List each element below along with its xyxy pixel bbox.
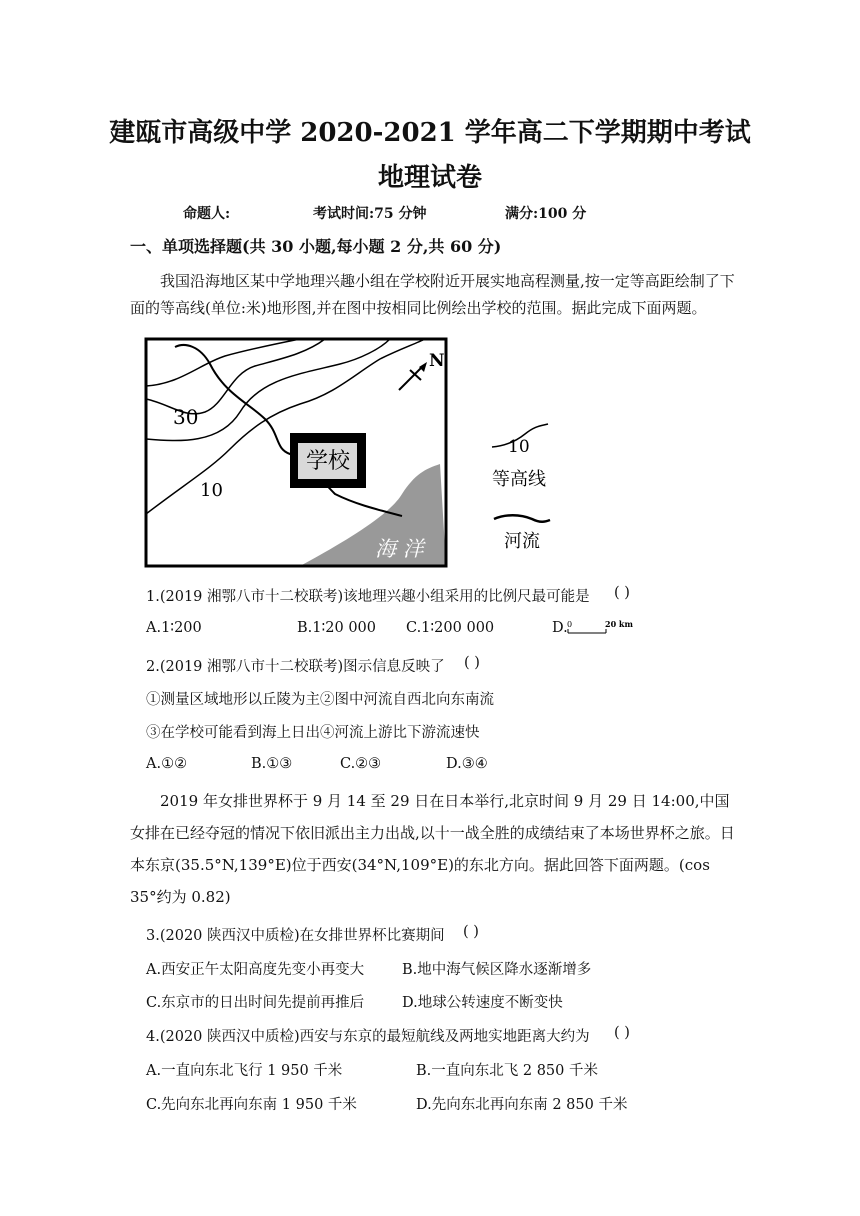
- q1-option-a: A.1∶200: [146, 620, 202, 636]
- q3-option-a: A.西安正午太阳高度先变小再变大: [146, 962, 365, 978]
- north-label: N: [429, 351, 445, 371]
- q2-statements-2: ③在学校可能看到海上日出④河流上游比下游流速快: [146, 725, 480, 741]
- scale-zero: 0: [567, 620, 573, 629]
- ocean-label: 海 洋: [375, 537, 424, 561]
- q3-option-b: B.地中海气候区降水逐渐增多: [402, 962, 592, 978]
- q1-option-c: C.1∶200 000: [406, 620, 495, 636]
- school-label: 学校: [305, 449, 351, 474]
- q4-stem: 4.(2020 陕西汉中质检)西安与东京的最短航线及两地实地距离大约为: [146, 1029, 590, 1045]
- q4-option-c: C.先向东北再向东南 1 950 千米: [146, 1097, 357, 1113]
- q3-stem: 3.(2020 陕西汉中质检)在女排世界杯比赛期间: [146, 928, 445, 944]
- legend-river-sample: [494, 515, 550, 522]
- q2-bracket: ( ): [464, 655, 480, 671]
- q3-bracket: ( ): [463, 924, 479, 940]
- score-label: 满分:100 分: [505, 206, 587, 222]
- exam-subject: 地理试卷: [377, 163, 482, 193]
- q4-bracket: ( ): [614, 1025, 630, 1041]
- contour-line-1: [146, 339, 300, 386]
- q3-option-c: C.东京市的日出时间先提前再推后: [146, 995, 365, 1011]
- scale-end: 20 km: [605, 619, 633, 629]
- q2-option-b: B.①③: [251, 756, 293, 772]
- legend-contour-value: 10: [508, 437, 530, 457]
- q3-option-d: D.地球公转速度不断变快: [402, 995, 563, 1011]
- q2-option-a: A.①②: [146, 756, 188, 772]
- contour-10-label: 10: [200, 480, 223, 501]
- q2-option-c: C.②③: [340, 756, 382, 772]
- legend-contour-label: 等高线: [492, 469, 546, 490]
- q2-statements-1: ①测量区域地形以丘陵为主②图中河流自西北向东南流: [146, 692, 494, 708]
- q1-stem: 1.(2019 湘鄂八市十二校联考)该地理兴趣小组采用的比例尺最可能是: [146, 589, 590, 605]
- q1-option-b: B.1∶20 000: [297, 620, 376, 636]
- q4-option-a: A.一直向东北飞行 1 950 千米: [146, 1063, 343, 1079]
- contour-map: [140, 334, 560, 572]
- q4-option-d: D.先向东北再向东南 2 850 千米: [416, 1097, 628, 1113]
- setter-label: 命题人:: [183, 206, 231, 222]
- north-arrow-icon: [419, 362, 427, 372]
- passage-2: 2019 年女排世界杯于 9 月 14 至 29 日在日本举行,北京时间 9 月 29 日 14:00,中国女排在已经夺冠的情况下依旧派出主力出战,以十一战全胜的成绩结束了本场世界杯之旅。日本东京(35.5°N,139°E)位于西安(34°N,109°E)的东北方向。据此回答下面两题。(cos 35°约为 0.82): [130, 792, 735, 906]
- contour-30-label: 30: [173, 405, 199, 429]
- time-label: 考试时间:75 分钟: [313, 206, 427, 222]
- q1-option-d: D.: [552, 620, 568, 636]
- section-heading: 一、单项选择题(共 30 小题,每小题 2 分,共 60 分): [130, 237, 502, 256]
- q2-option-d: D.③④: [446, 756, 488, 772]
- legend-river-label: 河流: [504, 531, 540, 552]
- q2-stem: 2.(2019 湘鄂八市十二校联考)图示信息反映了: [146, 659, 445, 675]
- q1-scale-bar: [566, 618, 636, 638]
- q1-bracket: ( ): [614, 585, 630, 601]
- exam-title: 建瓯市高级中学 2020-2021 学年高二下学期期中考试: [109, 118, 751, 148]
- contour-line-30: [146, 339, 325, 414]
- q4-option-b: B.一直向东北飞 2 850 千米: [416, 1063, 598, 1079]
- intro-paragraph: 我国沿海地区某中学地理兴趣小组在学校附近开展实地高程测量,按一定等高距绘制了下面的等高线(单位:米)地形图,并在图中按相同比例绘出学校的范围。据此完成下面两题。: [130, 272, 735, 317]
